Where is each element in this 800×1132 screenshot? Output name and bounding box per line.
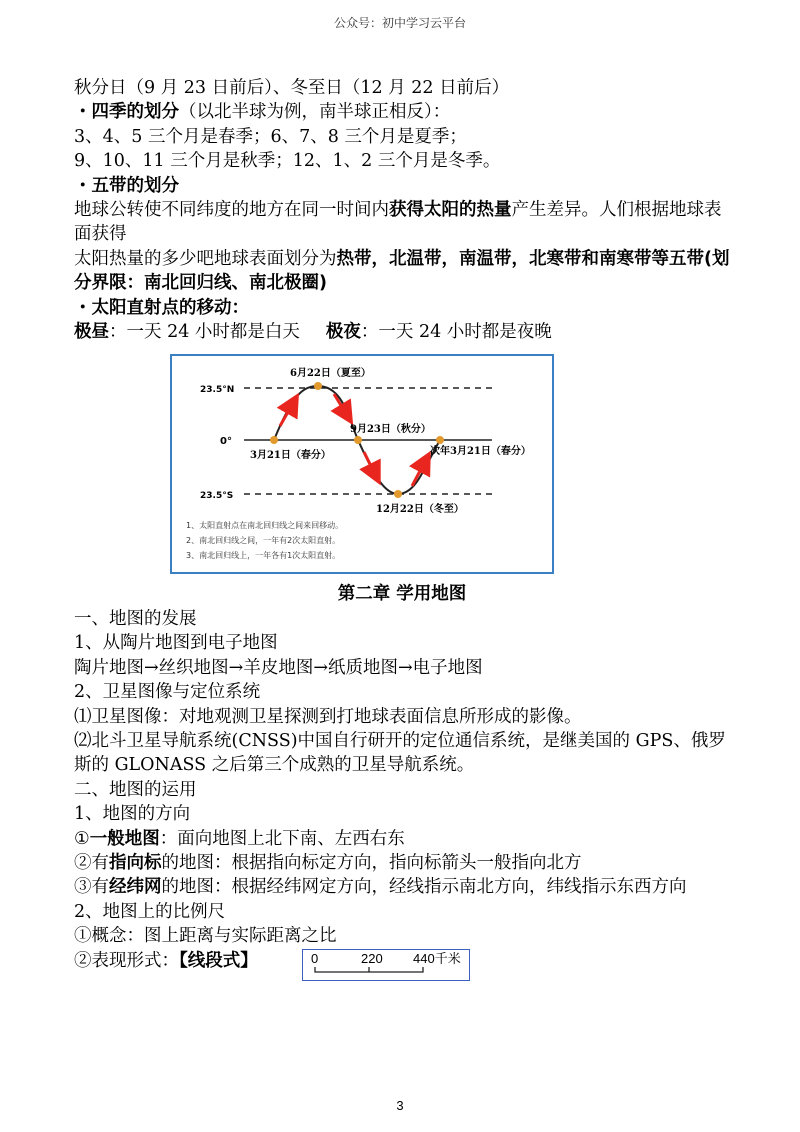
scale-bar bbox=[302, 949, 470, 981]
text-line: 秋分日（9 月 23 日前后）、冬至日（12 月 22 日前后） bbox=[74, 78, 510, 98]
text: 产生差异。人们根据地球表面获得 bbox=[74, 200, 722, 245]
scale-tick-label: 440千米 bbox=[413, 950, 461, 966]
winter-point bbox=[394, 490, 402, 498]
arrow-icon bbox=[364, 452, 378, 480]
text-line: 2、地图上的比例尺 bbox=[74, 901, 226, 922]
text: ：一天 24 小时都是白天 bbox=[109, 322, 300, 343]
lat-equator-label: 0° bbox=[220, 436, 232, 448]
emphasis: 热带，北温带，南温带，北寒带和南寒带等五带(划分界限：南北回归线、南北极圈) bbox=[74, 248, 730, 294]
text-line: 3、4、5 三个月是春季；6、7、8 三个月是夏季； bbox=[74, 126, 467, 147]
page-number: 3 bbox=[396, 1098, 404, 1113]
arrow-icon bbox=[412, 456, 428, 486]
diagram-note: 2、南北回归线之间，一年有2次太阳直射。 bbox=[186, 536, 341, 546]
scale-tick-label: 0 bbox=[311, 950, 319, 966]
text: ① bbox=[74, 828, 90, 849]
text-line: 一、地图的发展 bbox=[74, 608, 197, 629]
paragraph: ⑵北斗卫星导航系统(CNSS)中国自行研开的定位通信系统，是继美国的 GPS、俄罗斯的 GLONASS 之后第三个成熟的卫星导航系统。 bbox=[74, 730, 726, 776]
summer-label: 6月22日（夏至） bbox=[290, 368, 371, 380]
lat-south-label: 23.5°S bbox=[200, 491, 234, 502]
text: ②表现形式： bbox=[74, 950, 179, 971]
heading: ・四季的划分 bbox=[74, 102, 179, 123]
text: ②有 bbox=[74, 852, 109, 873]
solar-movement-diagram bbox=[170, 354, 554, 574]
next-spring-point bbox=[436, 436, 444, 444]
scale-row bbox=[74, 949, 730, 985]
text-line: 2、卫星图像与定位系统 bbox=[74, 682, 261, 703]
diagram-note: 3、南北回归线上，一年各有1次太阳直射。 bbox=[186, 551, 341, 561]
text: 的地图：根据指向标定方向，指向标箭头一般指向北方 bbox=[161, 852, 582, 873]
term: 极夜 bbox=[325, 322, 361, 343]
summer-point bbox=[314, 382, 322, 390]
winter-label: 12月22日（冬至） bbox=[376, 504, 464, 516]
text: （以北半球为例，南半球正相反）： bbox=[179, 102, 451, 123]
text: 的地图：根据经纬网定方向，经线指示南北方向，纬线指示东西方向 bbox=[161, 877, 687, 898]
page-content bbox=[74, 76, 730, 985]
term: 【线段式】 bbox=[179, 950, 258, 971]
term: 一般地图 bbox=[89, 828, 160, 849]
text-line bbox=[74, 851, 730, 875]
text-line bbox=[74, 827, 730, 851]
text: ③有 bbox=[74, 877, 109, 898]
arrow-icon bbox=[280, 398, 296, 426]
paragraph bbox=[74, 247, 730, 296]
text-line: 二、地图的运用 bbox=[74, 779, 197, 800]
text-line: 1、地图的方向 bbox=[74, 804, 191, 825]
autumn-label: 9月23日（秋分） bbox=[350, 424, 431, 436]
page-header: 公众号：初中学习云平台 bbox=[333, 16, 466, 30]
heading: ・太阳直射点的移动： bbox=[74, 297, 249, 318]
text-line: ⑴卫星图像：对地观测卫星探测到打地球表面信息所形成的影像。 bbox=[74, 706, 582, 727]
paragraph bbox=[74, 875, 730, 899]
lat-north-label: 23.5°N bbox=[200, 385, 235, 396]
diagram-note: 1、太阳直射点在南北回归线之间来回移动。 bbox=[186, 521, 344, 531]
heading: ・五带的划分 bbox=[74, 175, 179, 196]
autumn-point bbox=[354, 436, 362, 444]
text: 地球公转使不同纬度的地方在同一时间内 bbox=[74, 200, 389, 221]
scale-tick-label: 220 bbox=[361, 950, 383, 966]
chapter-title: 第二章 学用地图 bbox=[337, 584, 467, 605]
next-spring-label: 次年3月21日（春分） bbox=[430, 446, 531, 458]
spring-point bbox=[270, 436, 278, 444]
text: ：面向地图上北下南、左西右东 bbox=[159, 828, 405, 849]
text-line bbox=[74, 320, 730, 344]
term: 极昼 bbox=[74, 322, 109, 343]
text-line bbox=[74, 100, 730, 124]
text-line: 1、从陶片地图到电子地图 bbox=[74, 633, 278, 654]
arrow-icon bbox=[334, 394, 350, 420]
diagram-svg bbox=[172, 356, 552, 572]
text-line: 陶片地图→丝织地图→羊皮地图→纸质地图→电子地图 bbox=[74, 657, 483, 678]
text: 太阳热量的多少吧地球表面划分为 bbox=[74, 248, 337, 269]
text-line: 9、10、11 三个月是秋季；12、1、2 三个月是冬季。 bbox=[74, 151, 501, 172]
scale-svg bbox=[303, 950, 469, 980]
term: 指向标 bbox=[109, 852, 162, 873]
text: ：一天 24 小时都是夜晚 bbox=[360, 322, 552, 343]
text-line: ①概念：图上距离与实际距离之比 bbox=[74, 926, 337, 947]
term: 经纬网 bbox=[109, 877, 162, 898]
paragraph bbox=[74, 198, 730, 247]
emphasis: 获得太阳的热量 bbox=[389, 200, 512, 221]
spring-label: 3月21日（春分） bbox=[250, 450, 331, 462]
